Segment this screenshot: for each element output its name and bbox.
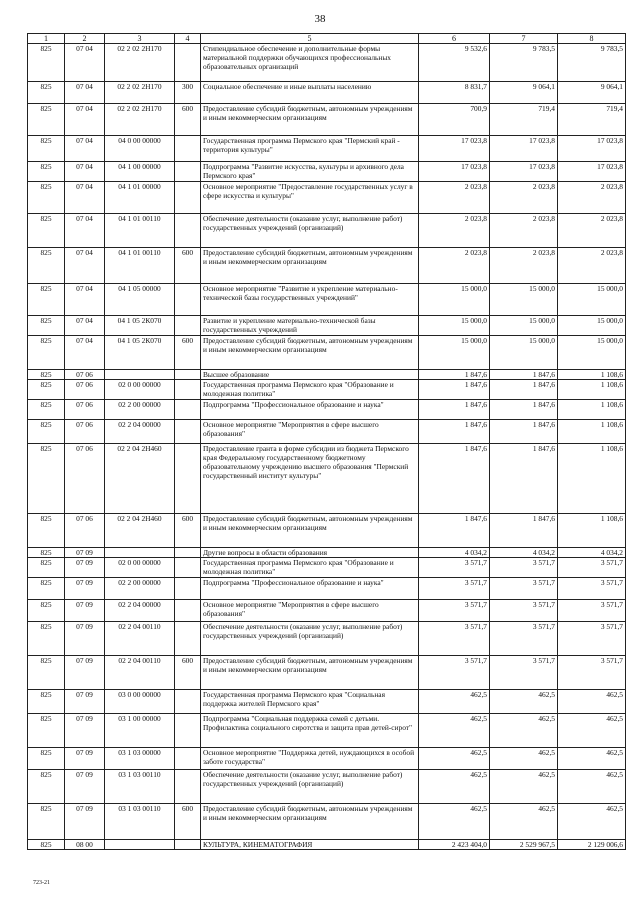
cell-value-col7: 462,5 bbox=[490, 690, 558, 714]
cell-grbs: 825 bbox=[28, 284, 65, 316]
cell-expense-type bbox=[175, 444, 201, 514]
cell-target-article: 02 2 04 2Н460 bbox=[105, 444, 175, 514]
cell-value-col7: 719,4 bbox=[490, 104, 558, 136]
cell-value-col7: 3 571,7 bbox=[490, 558, 558, 578]
cell-grbs: 825 bbox=[28, 600, 65, 622]
cell-value-col7: 17 023,8 bbox=[490, 136, 558, 162]
header-col-5: 5 bbox=[201, 34, 419, 44]
cell-description: Государственная программа Пермского края "Образование и молодежная политика" bbox=[201, 380, 419, 400]
cell-value-col8: 462,5 bbox=[558, 690, 626, 714]
cell-grbs: 825 bbox=[28, 182, 65, 214]
table-row bbox=[28, 336, 626, 370]
cell-description: Подпрограмма "Профессиональное образование и наука" bbox=[201, 400, 419, 420]
cell-value-col6: 2 423 404,0 bbox=[419, 840, 490, 850]
cell-target-article: 02 2 04 00110 bbox=[105, 622, 175, 656]
cell-expense-type bbox=[175, 714, 201, 748]
cell-expense-type: 600 bbox=[175, 804, 201, 840]
cell-value-col8: 4 034,2 bbox=[558, 548, 626, 558]
cell-grbs: 825 bbox=[28, 248, 65, 284]
cell-section: 07 09 bbox=[65, 578, 105, 600]
cell-value-col7: 9 783,5 bbox=[490, 44, 558, 82]
cell-description: Подпрограмма "Развитие искусства, культуры и архивного дела Пермского края" bbox=[201, 162, 419, 182]
cell-value-col8: 3 571,7 bbox=[558, 558, 626, 578]
cell-value-col7: 2 529 967,5 bbox=[490, 840, 558, 850]
cell-value-col7: 1 847,6 bbox=[490, 420, 558, 444]
cell-value-col8: 2 023,8 bbox=[558, 182, 626, 214]
cell-grbs: 825 bbox=[28, 578, 65, 600]
cell-grbs: 825 bbox=[28, 444, 65, 514]
cell-description: Предоставление субсидий бюджетным, автономным учреждениям и иным некоммерческим организациям bbox=[201, 656, 419, 690]
cell-grbs: 825 bbox=[28, 400, 65, 420]
cell-expense-type: 300 bbox=[175, 82, 201, 104]
header-col-1: 1 bbox=[28, 34, 65, 44]
cell-value-col7: 2 023,8 bbox=[490, 182, 558, 214]
header-col-7: 7 bbox=[490, 34, 558, 44]
cell-expense-type bbox=[175, 400, 201, 420]
cell-expense-type bbox=[175, 600, 201, 622]
cell-section: 07 04 bbox=[65, 82, 105, 104]
cell-expense-type bbox=[175, 284, 201, 316]
cell-section: 07 04 bbox=[65, 136, 105, 162]
cell-value-col8: 462,5 bbox=[558, 748, 626, 770]
cell-description: Основное мероприятие "Мероприятия в сфере высшего образования" bbox=[201, 600, 419, 622]
cell-value-col6: 2 023,8 bbox=[419, 182, 490, 214]
cell-description: Обеспечение деятельности (оказание услуг, выполнение работ) государственных учреждений (организаций) bbox=[201, 214, 419, 248]
cell-grbs: 825 bbox=[28, 748, 65, 770]
cell-value-col8: 3 571,7 bbox=[558, 656, 626, 690]
cell-target-article: 04 1 05 2К070 bbox=[105, 316, 175, 336]
cell-section: 07 04 bbox=[65, 44, 105, 82]
cell-value-col8: 2 129 006,6 bbox=[558, 840, 626, 850]
cell-value-col7: 17 023,8 bbox=[490, 162, 558, 182]
budget-table bbox=[27, 33, 626, 850]
table-row bbox=[28, 284, 626, 316]
cell-value-col6: 462,5 bbox=[419, 748, 490, 770]
cell-value-col8: 3 571,7 bbox=[558, 622, 626, 656]
cell-target-article: 04 1 05 2К070 bbox=[105, 336, 175, 370]
table-row bbox=[28, 136, 626, 162]
cell-value-col6: 15 000,0 bbox=[419, 284, 490, 316]
cell-description: Другие вопросы в области образования bbox=[201, 548, 419, 558]
cell-grbs: 825 bbox=[28, 162, 65, 182]
cell-grbs: 825 bbox=[28, 380, 65, 400]
table-row bbox=[28, 104, 626, 136]
cell-target-article: 04 0 00 00000 bbox=[105, 136, 175, 162]
header-col-4: 4 bbox=[175, 34, 201, 44]
cell-grbs: 825 bbox=[28, 548, 65, 558]
cell-grbs: 825 bbox=[28, 690, 65, 714]
cell-value-col7: 15 000,0 bbox=[490, 336, 558, 370]
cell-description: Государственная программа Пермского края "Образование и молодежная политика" bbox=[201, 558, 419, 578]
table-row bbox=[28, 214, 626, 248]
cell-section: 07 09 bbox=[65, 656, 105, 690]
cell-target-article: 04 1 00 00000 bbox=[105, 162, 175, 182]
cell-value-col8: 462,5 bbox=[558, 770, 626, 804]
cell-grbs: 825 bbox=[28, 420, 65, 444]
cell-section: 07 04 bbox=[65, 284, 105, 316]
page-number: 38 bbox=[314, 13, 326, 25]
cell-target-article: 03 1 03 00110 bbox=[105, 804, 175, 840]
header-row bbox=[28, 34, 626, 44]
cell-value-col7: 15 000,0 bbox=[490, 284, 558, 316]
cell-grbs: 825 bbox=[28, 82, 65, 104]
cell-target-article bbox=[105, 370, 175, 380]
table-row bbox=[28, 656, 626, 690]
cell-description: КУЛЬТУРА, КИНЕМАТОГРАФИЯ bbox=[201, 840, 419, 850]
cell-section: 07 06 bbox=[65, 420, 105, 444]
cell-value-col6: 15 000,0 bbox=[419, 336, 490, 370]
table-row bbox=[28, 690, 626, 714]
table-row bbox=[28, 514, 626, 548]
cell-expense-type bbox=[175, 420, 201, 444]
table-row bbox=[28, 370, 626, 380]
cell-value-col6: 8 831,7 bbox=[419, 82, 490, 104]
cell-section: 07 06 bbox=[65, 370, 105, 380]
cell-value-col7: 1 847,6 bbox=[490, 370, 558, 380]
cell-value-col7: 4 034,2 bbox=[490, 548, 558, 558]
cell-expense-type bbox=[175, 578, 201, 600]
table-row bbox=[28, 82, 626, 104]
table-row bbox=[28, 770, 626, 804]
cell-section: 07 04 bbox=[65, 214, 105, 248]
table-row bbox=[28, 622, 626, 656]
cell-expense-type bbox=[175, 44, 201, 82]
cell-value-col7: 2 023,8 bbox=[490, 214, 558, 248]
cell-target-article: 02 2 02 2Н170 bbox=[105, 44, 175, 82]
cell-expense-type bbox=[175, 214, 201, 248]
cell-value-col6: 1 847,6 bbox=[419, 420, 490, 444]
cell-value-col6: 3 571,7 bbox=[419, 578, 490, 600]
table-row bbox=[28, 400, 626, 420]
cell-value-col8: 1 108,6 bbox=[558, 444, 626, 514]
cell-expense-type: 600 bbox=[175, 656, 201, 690]
cell-value-col6: 1 847,6 bbox=[419, 514, 490, 548]
cell-section: 07 09 bbox=[65, 804, 105, 840]
cell-description: Высшее образование bbox=[201, 370, 419, 380]
cell-expense-type bbox=[175, 380, 201, 400]
cell-target-article bbox=[105, 548, 175, 558]
cell-value-col8: 1 108,6 bbox=[558, 514, 626, 548]
cell-grbs: 825 bbox=[28, 656, 65, 690]
cell-value-col8: 2 023,8 bbox=[558, 214, 626, 248]
header-col-3: 3 bbox=[105, 34, 175, 44]
table-row bbox=[28, 182, 626, 214]
cell-expense-type: 600 bbox=[175, 336, 201, 370]
cell-value-col8: 462,5 bbox=[558, 714, 626, 748]
cell-value-col7: 462,5 bbox=[490, 804, 558, 840]
cell-section: 07 09 bbox=[65, 714, 105, 748]
table-row bbox=[28, 44, 626, 82]
cell-grbs: 825 bbox=[28, 336, 65, 370]
cell-expense-type bbox=[175, 136, 201, 162]
cell-section: 07 04 bbox=[65, 104, 105, 136]
cell-section: 07 09 bbox=[65, 770, 105, 804]
cell-expense-type bbox=[175, 162, 201, 182]
cell-value-col8: 17 023,8 bbox=[558, 136, 626, 162]
cell-description: Основное мероприятие "Поддержка детей, нуждающихся в особой заботе государства" bbox=[201, 748, 419, 770]
cell-target-article: 04 1 05 00000 bbox=[105, 284, 175, 316]
cell-target-article: 02 0 00 00000 bbox=[105, 558, 175, 578]
cell-value-col8: 9 064,1 bbox=[558, 82, 626, 104]
table-row bbox=[28, 248, 626, 284]
cell-expense-type: 600 bbox=[175, 104, 201, 136]
table-row bbox=[28, 316, 626, 336]
cell-value-col6: 3 571,7 bbox=[419, 622, 490, 656]
table-row bbox=[28, 380, 626, 400]
cell-grbs: 825 bbox=[28, 714, 65, 748]
cell-section: 07 06 bbox=[65, 444, 105, 514]
cell-value-col6: 17 023,8 bbox=[419, 136, 490, 162]
cell-value-col7: 3 571,7 bbox=[490, 622, 558, 656]
cell-value-col8: 17 023,8 bbox=[558, 162, 626, 182]
cell-expense-type bbox=[175, 770, 201, 804]
cell-description: Основное мероприятие "Развитие и укрепление материально-технической базы государственных учреждений" bbox=[201, 284, 419, 316]
cell-target-article: 02 2 04 00110 bbox=[105, 656, 175, 690]
cell-value-col7: 3 571,7 bbox=[490, 600, 558, 622]
cell-value-col7: 1 847,6 bbox=[490, 380, 558, 400]
cell-expense-type bbox=[175, 690, 201, 714]
cell-expense-type bbox=[175, 548, 201, 558]
cell-description: Предоставление субсидий бюджетным, автономным учреждениям и иным некоммерческим организациям bbox=[201, 804, 419, 840]
cell-value-col8: 3 571,7 bbox=[558, 578, 626, 600]
cell-grbs: 825 bbox=[28, 214, 65, 248]
cell-section: 07 06 bbox=[65, 400, 105, 420]
cell-expense-type bbox=[175, 840, 201, 850]
cell-target-article: 02 2 02 2Н170 bbox=[105, 82, 175, 104]
cell-section: 07 09 bbox=[65, 600, 105, 622]
cell-target-article: 02 2 04 00000 bbox=[105, 420, 175, 444]
cell-grbs: 825 bbox=[28, 316, 65, 336]
cell-value-col6: 4 034,2 bbox=[419, 548, 490, 558]
cell-target-article: 03 1 03 00000 bbox=[105, 748, 175, 770]
cell-grbs: 825 bbox=[28, 136, 65, 162]
cell-description: Предоставление субсидий бюджетным, автономным учреждениям и иным некоммерческим организациям bbox=[201, 514, 419, 548]
cell-section: 07 09 bbox=[65, 558, 105, 578]
cell-target-article: 02 2 00 00000 bbox=[105, 578, 175, 600]
cell-value-col8: 3 571,7 bbox=[558, 600, 626, 622]
cell-description: Обеспечение деятельности (оказание услуг, выполнение работ) государственных учреждений (организаций) bbox=[201, 622, 419, 656]
table-row bbox=[28, 748, 626, 770]
table-row bbox=[28, 840, 626, 850]
cell-description: Предоставление субсидий бюджетным, автономным учреждениям и иным некоммерческим организациям bbox=[201, 336, 419, 370]
footer-code: 723-21 bbox=[33, 880, 50, 886]
cell-expense-type bbox=[175, 748, 201, 770]
cell-grbs: 825 bbox=[28, 558, 65, 578]
cell-value-col6: 1 847,6 bbox=[419, 380, 490, 400]
cell-value-col7: 462,5 bbox=[490, 714, 558, 748]
cell-section: 07 04 bbox=[65, 316, 105, 336]
table-row bbox=[28, 578, 626, 600]
table-row bbox=[28, 548, 626, 558]
cell-expense-type bbox=[175, 182, 201, 214]
cell-target-article: 02 2 02 2Н170 bbox=[105, 104, 175, 136]
cell-target-article: 02 2 04 00000 bbox=[105, 600, 175, 622]
cell-value-col7: 15 000,0 bbox=[490, 316, 558, 336]
table-row bbox=[28, 444, 626, 514]
cell-value-col6: 462,5 bbox=[419, 714, 490, 748]
cell-value-col6: 3 571,7 bbox=[419, 558, 490, 578]
header-col-2: 2 bbox=[65, 34, 105, 44]
cell-grbs: 825 bbox=[28, 514, 65, 548]
cell-description: Стипендиальное обеспечение и дополнительные формы материальной поддержки обучающихся профессиональных образовательных организаций bbox=[201, 44, 419, 82]
cell-description: Обеспечение деятельности (оказание услуг, выполнение работ) государственных учреждений (организаций) bbox=[201, 770, 419, 804]
cell-value-col8: 15 000,0 bbox=[558, 316, 626, 336]
cell-value-col6: 1 847,6 bbox=[419, 400, 490, 420]
cell-expense-type: 600 bbox=[175, 514, 201, 548]
cell-expense-type bbox=[175, 622, 201, 656]
cell-grbs: 825 bbox=[28, 622, 65, 656]
cell-section: 07 09 bbox=[65, 690, 105, 714]
cell-expense-type bbox=[175, 316, 201, 336]
cell-value-col6: 1 847,6 bbox=[419, 370, 490, 380]
cell-value-col6: 462,5 bbox=[419, 690, 490, 714]
cell-description: Развитие и укрепление материально-технической базы государственных учреждений bbox=[201, 316, 419, 336]
cell-expense-type bbox=[175, 370, 201, 380]
cell-value-col6: 462,5 bbox=[419, 804, 490, 840]
cell-grbs: 825 bbox=[28, 44, 65, 82]
cell-value-col6: 9 532,6 bbox=[419, 44, 490, 82]
cell-description: Государственная программа Пермского края "Пермский край - территория культуры" bbox=[201, 136, 419, 162]
cell-value-col8: 2 023,8 bbox=[558, 248, 626, 284]
cell-description: Подпрограмма "Социальная поддержка семей с детьми. Профилактика социального сиротства и защита прав детей-сирот" bbox=[201, 714, 419, 748]
header-col-6: 6 bbox=[419, 34, 490, 44]
cell-description: Подпрограмма "Профессиональное образование и наука" bbox=[201, 578, 419, 600]
table-row bbox=[28, 162, 626, 182]
cell-section: 07 09 bbox=[65, 548, 105, 558]
cell-value-col8: 15 000,0 bbox=[558, 336, 626, 370]
table-row bbox=[28, 714, 626, 748]
cell-section: 07 06 bbox=[65, 380, 105, 400]
table-row bbox=[28, 558, 626, 578]
cell-target-article: 04 1 01 00110 bbox=[105, 248, 175, 284]
cell-value-col8: 15 000,0 bbox=[558, 284, 626, 316]
cell-value-col6: 700,9 bbox=[419, 104, 490, 136]
cell-target-article: 03 0 00 00000 bbox=[105, 690, 175, 714]
cell-value-col7: 3 571,7 bbox=[490, 656, 558, 690]
cell-value-col8: 1 108,6 bbox=[558, 400, 626, 420]
cell-target-article: 04 1 01 00110 bbox=[105, 214, 175, 248]
cell-section: 08 00 bbox=[65, 840, 105, 850]
cell-value-col7: 1 847,6 bbox=[490, 514, 558, 548]
cell-section: 07 04 bbox=[65, 162, 105, 182]
cell-expense-type bbox=[175, 558, 201, 578]
cell-target-article: 04 1 01 00000 bbox=[105, 182, 175, 214]
cell-value-col7: 2 023,8 bbox=[490, 248, 558, 284]
cell-section: 07 09 bbox=[65, 622, 105, 656]
cell-description: Предоставление субсидий бюджетным, автономным учреждениям и иным некоммерческим организациям bbox=[201, 104, 419, 136]
cell-target-article: 02 0 00 00000 bbox=[105, 380, 175, 400]
cell-value-col6: 15 000,0 bbox=[419, 316, 490, 336]
cell-description: Предоставление гранта в форме субсидии из бюджета Пермского края Федеральному государственному бюджетному образовательному учреждению высшего образования "Пермский государственный институт культуры" bbox=[201, 444, 419, 514]
cell-grbs: 825 bbox=[28, 770, 65, 804]
cell-value-col7: 1 847,6 bbox=[490, 444, 558, 514]
cell-value-col7: 1 847,6 bbox=[490, 400, 558, 420]
cell-section: 07 04 bbox=[65, 248, 105, 284]
cell-description: Основное мероприятие "Мероприятия в сфере высшего образования" bbox=[201, 420, 419, 444]
cell-value-col6: 462,5 bbox=[419, 770, 490, 804]
cell-value-col8: 9 783,5 bbox=[558, 44, 626, 82]
cell-description: Основное мероприятие "Предоставление государственных услуг в сфере искусства и культуры" bbox=[201, 182, 419, 214]
cell-grbs: 825 bbox=[28, 804, 65, 840]
table-row bbox=[28, 804, 626, 840]
cell-section: 07 06 bbox=[65, 514, 105, 548]
cell-value-col6: 1 847,6 bbox=[419, 444, 490, 514]
table-row bbox=[28, 420, 626, 444]
cell-description: Предоставление субсидий бюджетным, автономным учреждениям и иным некоммерческим организациям bbox=[201, 248, 419, 284]
cell-value-col8: 719,4 bbox=[558, 104, 626, 136]
cell-section: 07 04 bbox=[65, 182, 105, 214]
cell-section: 07 09 bbox=[65, 748, 105, 770]
cell-grbs: 825 bbox=[28, 840, 65, 850]
table-body bbox=[28, 34, 626, 850]
cell-expense-type: 600 bbox=[175, 248, 201, 284]
cell-value-col8: 1 108,6 bbox=[558, 380, 626, 400]
header-col-8: 8 bbox=[558, 34, 626, 44]
cell-value-col8: 1 108,6 bbox=[558, 370, 626, 380]
cell-target-article: 03 1 03 00110 bbox=[105, 770, 175, 804]
cell-value-col6: 17 023,8 bbox=[419, 162, 490, 182]
cell-value-col6: 2 023,8 bbox=[419, 214, 490, 248]
cell-grbs: 825 bbox=[28, 104, 65, 136]
cell-description: Социальное обеспечение и иные выплаты населению bbox=[201, 82, 419, 104]
cell-value-col6: 3 571,7 bbox=[419, 600, 490, 622]
cell-value-col7: 462,5 bbox=[490, 748, 558, 770]
cell-value-col8: 1 108,6 bbox=[558, 420, 626, 444]
cell-target-article bbox=[105, 840, 175, 850]
cell-value-col6: 2 023,8 bbox=[419, 248, 490, 284]
cell-value-col6: 3 571,7 bbox=[419, 656, 490, 690]
cell-value-col8: 462,5 bbox=[558, 804, 626, 840]
cell-target-article: 03 1 00 00000 bbox=[105, 714, 175, 748]
cell-value-col7: 3 571,7 bbox=[490, 578, 558, 600]
cell-description: Государственная программа Пермского края "Социальная поддержка жителей Пермского края" bbox=[201, 690, 419, 714]
cell-value-col7: 462,5 bbox=[490, 770, 558, 804]
cell-section: 07 04 bbox=[65, 336, 105, 370]
cell-value-col7: 9 064,1 bbox=[490, 82, 558, 104]
cell-target-article: 02 2 00 00000 bbox=[105, 400, 175, 420]
cell-target-article: 02 2 04 2Н460 bbox=[105, 514, 175, 548]
table-row bbox=[28, 600, 626, 622]
cell-grbs: 825 bbox=[28, 370, 65, 380]
